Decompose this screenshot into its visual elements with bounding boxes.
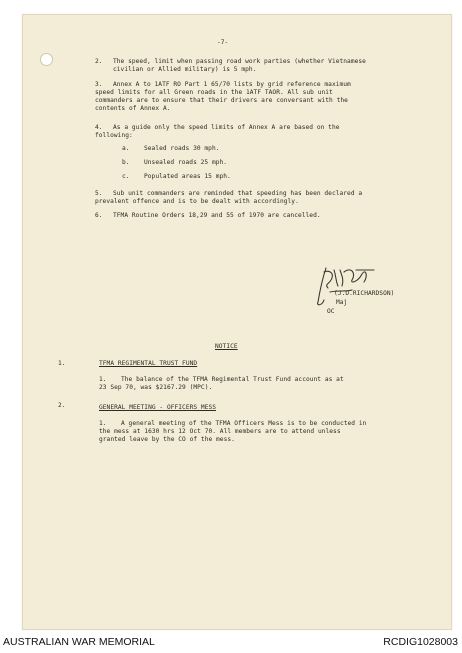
signature-appointment: OC — [327, 308, 335, 315]
page-number: -7- — [217, 39, 229, 46]
item-line: Annex A to 1ATF RO Part 1 65/70 lists by grid reference maximum — [113, 81, 351, 88]
speed-limit-letter: c. — [122, 173, 130, 180]
notice-para-number: 1. — [99, 376, 107, 383]
notice-title: GENERAL MEETING - OFFICERS MESS — [99, 404, 217, 411]
item-number: 5. — [95, 190, 103, 197]
item-line: Sub unit commanders are reminded that speeding has been declared a — [113, 190, 363, 197]
footer-bar — [0, 633, 462, 653]
signature-name: (J.D.RICHARDSON) — [334, 290, 395, 297]
notice-heading: NOTICE — [215, 343, 238, 350]
speed-limit-text: Sealed roads 30 mph. — [144, 145, 220, 152]
speed-limit-text: Unsealed roads 25 mph. — [144, 159, 228, 166]
item-number: 4. — [95, 124, 103, 131]
item-line: The speed, limit when passing road work parties (whether Vietnamese — [113, 58, 366, 65]
item-line: speed limits for all Green roads in the 1ATF TAOR. All sub unit — [95, 89, 333, 96]
footer-document-id: RCDIG1028003 — [383, 636, 458, 648]
signature-rank: Maj — [336, 299, 348, 306]
item-line: commanders are to ensure that their drivers are conversant with the — [95, 97, 348, 104]
item-line: prevalent offence and is to be dealt with accordingly. — [95, 198, 299, 205]
item-line: contents of Annex A. — [95, 105, 171, 112]
item-line: TFMA Routine Orders 18,29 and 55 of 1970 are cancelled. — [113, 212, 321, 219]
notice-title: TFMA REGIMENTAL TRUST FUND — [99, 360, 198, 367]
notice-number: 1. — [58, 360, 66, 367]
notice-line: The balance of the TFMA Regimental Trust Fund account as at — [121, 376, 344, 383]
item-number: 2. — [95, 58, 103, 65]
speed-limit-text: Populated areas 15 mph. — [144, 173, 231, 180]
document-page — [22, 14, 452, 630]
notice-line: granted leave by the CO of the mess. — [99, 436, 235, 443]
item-line: following: — [95, 132, 133, 139]
notice-line: A general meeting of the TFMA Officers Mess is to be conducted in — [121, 420, 367, 427]
notice-para-number: 1. — [99, 420, 107, 427]
item-number: 6. — [95, 212, 103, 219]
speed-limit-letter: a. — [122, 145, 130, 152]
notice-line: the mess at 1630 hrs 12 Oct 70. All members are to attend unless — [99, 428, 341, 435]
punch-hole — [40, 53, 53, 66]
notice-number: 2. — [58, 402, 66, 409]
speed-limit-letter: b. — [122, 159, 130, 166]
notice-line: 23 Sep 70, was $2167.29 (MPC). — [99, 384, 213, 391]
item-number: 3. — [95, 81, 103, 88]
item-line: As a guide only the speed limits of Annex A are based on the — [113, 124, 340, 131]
footer-institution: AUSTRALIAN WAR MEMORIAL — [3, 636, 155, 648]
item-line: civilian or Allied military) is 5 mph. — [113, 66, 257, 73]
